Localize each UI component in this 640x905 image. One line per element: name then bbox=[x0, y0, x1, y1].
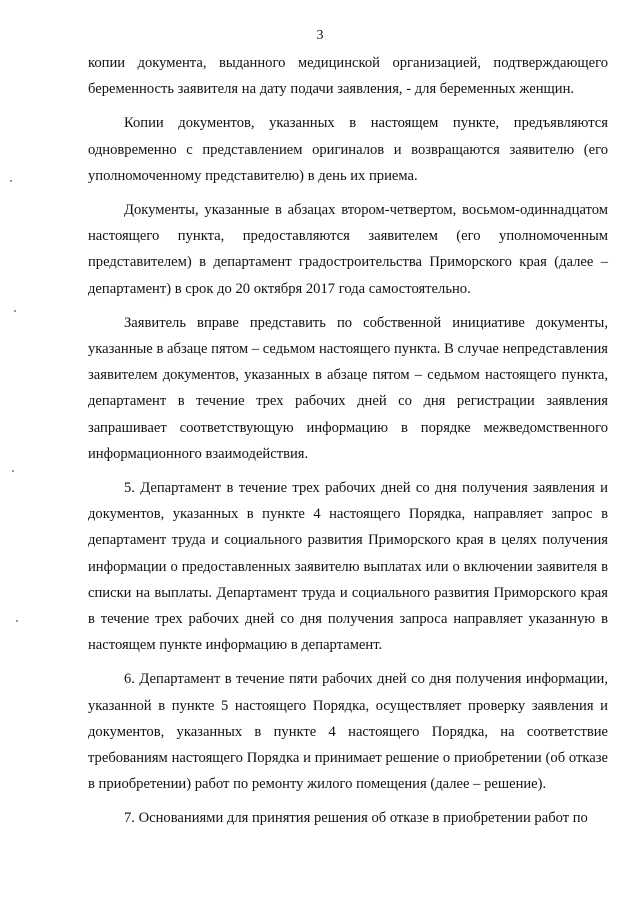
paragraph-1: копии документа, выданного медицинской организацией, подтверждающего беременность заявителя на дату подачи заявления, - для беременных женщин. bbox=[88, 55, 608, 98]
paragraph-7: 7. Основаниями для принятия решения об отказе в приобретении работ по bbox=[124, 810, 588, 827]
paragraph-2: Копии документов, указанных в настоящем пункте, предъявляются одновременно с представлением оригиналов и возвращаются заявителю (его уполномоченному представителю) в день их приема. bbox=[88, 115, 608, 184]
margin-speck bbox=[14, 310, 16, 312]
paragraph-5: 5. Департамент в течение трех рабочих дней со дня получения заявления и документов, указанных в пункте 4 настоящего Порядка, направляет запрос в департамент труда и социального развития Приморского края в целях получения информации о предоставленных заявителю выплатах или о включении заявителя в списки на выплаты. Департамент труда и социального развития Приморского края в течение трех рабочих дней со дня получения запроса направляет указанную в настоящем пункте информацию в департамент. bbox=[88, 480, 608, 654]
paragraph-4: Заявитель вправе представить по собственной инициативе документы, указанные в абзаце пятом – седьмом настоящего пункта. В случае непредставления заявителем документов, указанных в абзаце пятом – седьмом настоящего пункта, департамент в течение трех рабочих дней со дня регистрации заявления запрашивает соответствующую информацию в порядке межведомственного информационного взаимодействия. bbox=[88, 314, 608, 462]
margin-speck bbox=[10, 180, 12, 182]
document-body bbox=[88, 50, 608, 832]
paragraph-6: 6. Департамент в течение пяти рабочих дней со дня получения информации, указанной в пункте 5 настоящего Порядка, осуществляет проверку заявления и документов, указанных в пункте 4 настоящего Порядка, на соответствие требованиям настоящего Порядка и принимает решение о приобретении (об отказе в приобретении) работ по ремонту жилого помещения (далее – решение). bbox=[88, 671, 608, 793]
margin-speck bbox=[12, 470, 14, 472]
page-number: 3 bbox=[316, 28, 324, 43]
margin-speck bbox=[16, 620, 18, 622]
paragraph-3: Документы, указанные в абзацах втором-четвертом, восьмом-одиннадцатом настоящего пункта, предоставляются заявителем (его уполномоченным представителем) в департамент градостроительства Приморского края (далее – департамент) в срок до 20 октября 2017 года самостоятельно. bbox=[88, 202, 608, 297]
